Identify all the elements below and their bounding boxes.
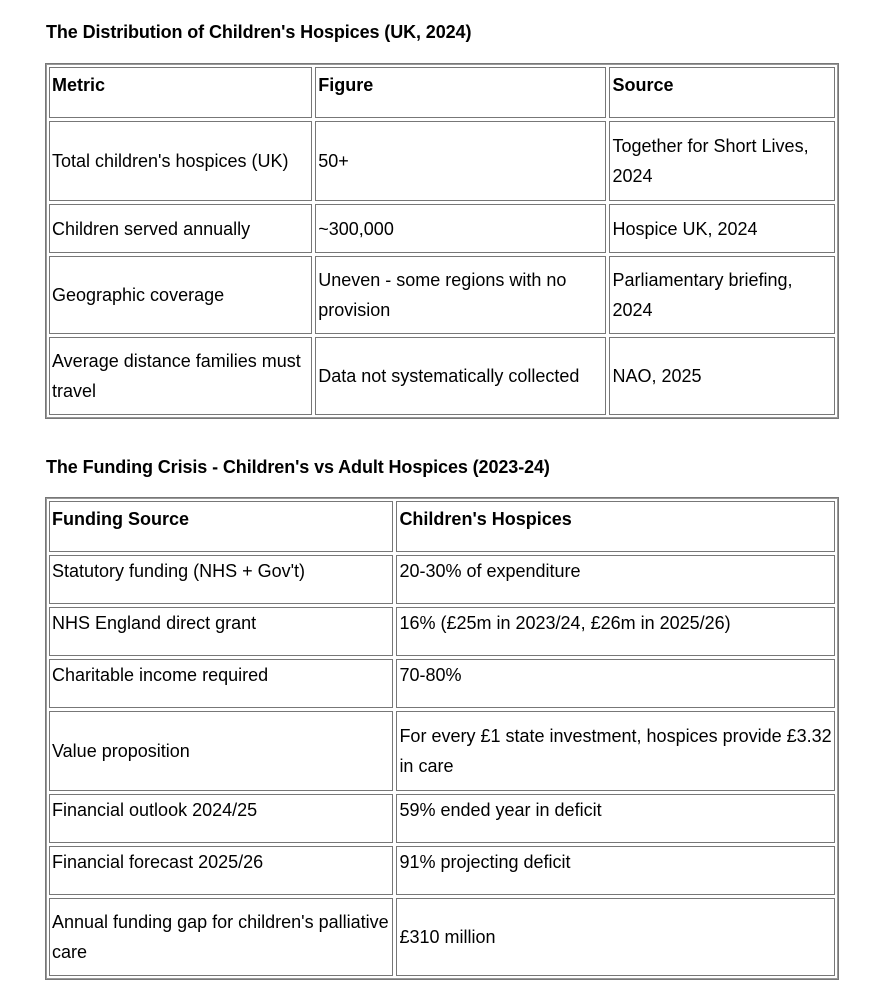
cell-funding-source: Charitable income required [49,659,393,708]
distribution-table [45,63,839,419]
funding-table [45,497,839,980]
cell-funding-source: Annual funding gap for children's palliative care [49,898,393,976]
cell-source: Hospice UK, 2024 [609,204,835,253]
funding-table-title: The Funding Crisis - Children's vs Adult Hospices (2023-24) [46,457,550,477]
cell-metric: Children served annually [49,204,312,253]
cell-metric: Average distance families must travel [49,337,312,415]
table-row [49,898,835,976]
cell-value: £310 million [396,898,835,976]
table-row [49,607,835,656]
table-row [49,256,835,334]
cell-figure: 50+ [315,121,606,201]
table-row [49,337,835,415]
cell-source: Together for Short Lives, 2024 [609,121,835,201]
cell-value: 70-80% [396,659,835,708]
cell-figure: Data not systematically collected [315,337,606,415]
cell-source: Parliamentary briefing, 2024 [609,256,835,334]
cell-funding-source: Financial forecast 2025/26 [49,846,393,895]
table-row [49,659,835,708]
cell-source: NAO, 2025 [609,337,835,415]
cell-funding-source: Financial outlook 2024/25 [49,794,393,843]
cell-metric: Total children's hospices (UK) [49,121,312,201]
table-row [49,121,835,201]
cell-value: 20-30% of expenditure [396,555,835,604]
table-row [49,846,835,895]
cell-figure: Uneven - some regions with no provision [315,256,606,334]
cell-value: 91% projecting deficit [396,846,835,895]
header-childrens-hospices: Children's Hospices [396,501,835,552]
table-row [49,794,835,843]
header-funding-source: Funding Source [49,501,393,552]
header-figure: Figure [315,67,606,118]
table-header-row [49,67,835,118]
cell-funding-source: Statutory funding (NHS + Gov't) [49,555,393,604]
distribution-table-title: The Distribution of Children's Hospices (UK, 2024) [46,22,472,42]
table-row [49,711,835,791]
cell-funding-source: Value proposition [49,711,393,791]
table-header-row [49,501,835,552]
cell-figure: ~300,000 [315,204,606,253]
cell-value: 59% ended year in deficit [396,794,835,843]
header-metric: Metric [49,67,312,118]
table-row [49,204,835,253]
cell-funding-source: NHS England direct grant [49,607,393,656]
cell-value: For every £1 state investment, hospices provide £3.32 in care [396,711,835,791]
header-source: Source [609,67,835,118]
cell-value: 16% (£25m in 2023/24, £26m in 2025/26) [396,607,835,656]
table-row [49,555,835,604]
cell-metric: Geographic coverage [49,256,312,334]
